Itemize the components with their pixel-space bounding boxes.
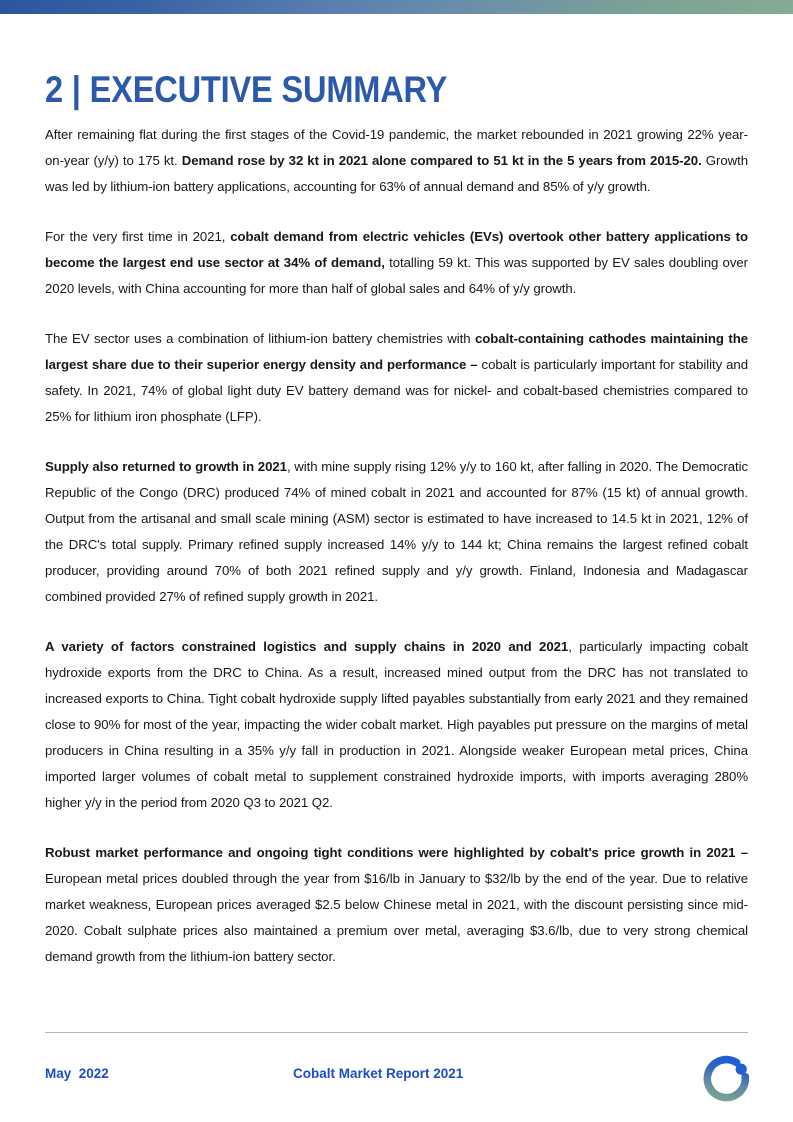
emphasis-run: Robust market performance and ongoing tight conditions were highlighted by cobalt's price growth in 2021 – [45,845,748,860]
footer-report-title: Cobalt Market Report 2021 [293,1066,464,1081]
paragraph-demand-growth [45,122,748,200]
text-run: , with mine supply rising 12% y/y to 160 kt, after falling in 2020. The Democratic Republic of the Congo (DRC) produced 74% of mined cobalt in 2021 and accounted for 87% (15 kt) of annual growth. Output from the artisanal and small scale mining (ASM) sector is estimated to have increased to 14.5 kt in 2021, 12% of the DRC's total supply. Primary refined supply increased 14% y/y to 144 kt; China remains the largest refined cobalt producer, providing around 70% of both 2021 refined supply and y/y growth. Finland, Indonesia and Madagascar combined provided 27% of refined supply growth in 2021. [45,459,749,604]
emphasis-run: cobalt-containing cathodes maintaining the largest share due to their superior energy density and performance – [45,331,748,372]
text-run: For the very first time in 2021, [45,229,231,244]
emphasis-run: Supply also returned to growth in 2021 [45,459,287,474]
footer-divider [45,1032,748,1033]
paragraph-ev-chemistries [45,326,748,430]
paragraph-supply [45,454,748,610]
page-title: 2 | EXECUTIVE SUMMARY [45,68,448,110]
text-run: The EV sector uses a combination of lithium-ion battery chemistries with [45,331,475,346]
emphasis-run: cobalt demand from electric vehicles (EVs) overtook other battery applications to become the largest end use sector at 34% of demand, [45,229,748,270]
paragraph-logistics [45,634,748,816]
footer [45,1066,748,1090]
text-run: , particularly impacting cobalt hydroxide exports from the DRC to China. As a result, increased mined output from the DRC has not translated to increased exports to China. Tight cobalt hydroxide supply lifted payables substantially from early 2021 and they remained close to 90% for most of the year, impacting the wider cobalt market. High payables put pressure on the margins of metal producers in China resulting in a 35% y/y fall in production in 2021. Alongside weaker European metal prices, China imported larger volumes of cobalt metal to supplement constrained hydroxide imports, with imports averaging 280% higher y/y in the period from 2020 Q3 to 2021 Q2. [45,639,749,810]
header-gradient-band [0,0,793,14]
emphasis-run: Demand rose by 32 kt in 2021 alone compared to 51 kt in the 5 years from 2015-20. [181,153,702,168]
emphasis-run: A variety of factors constrained logistics and supply chains in 2020 and 2021 [45,639,569,654]
footer-date: May 2022 [45,1066,109,1081]
text-run: After remaining flat during the first stages of the Covid-19 pandemic, the market rebounded in 2021 growing 22% year-on-year (y/y) to 175 kt. [45,127,748,168]
paragraph-prices [45,840,748,970]
cobalt-institute-logo [703,1055,755,1107]
paragraph-ev-demand [45,224,748,302]
text-run: European metal prices doubled through the year from $16/lb in January to $32/lb by the end of the year. Due to relative market weakness, European prices averaged $2.5 below Chinese metal in 2021, with the discount persisting since mid-2020. Cobalt sulphate prices also maintained a premium over metal, averaging $3.6/lb, due to very strong chemical demand growth from the lithium-ion battery sector. [45,871,748,964]
body-content [45,122,748,970]
text-run: Growth was led by lithium-ion battery applications, accounting for 63% of annual demand and 85% of y/y growth. [45,153,748,194]
text-run: totalling 59 kt. This was supported by EV sales doubling over 2020 levels, with China accounting for more than half of global sales and 64% of y/y growth. [45,255,748,296]
text-run: cobalt is particularly important for stability and safety. In 2021, 74% of global light duty EV battery demand was for nickel- and cobalt-based chemistries compared to 25% for lithium iron phosphate (LFP). [45,357,748,424]
